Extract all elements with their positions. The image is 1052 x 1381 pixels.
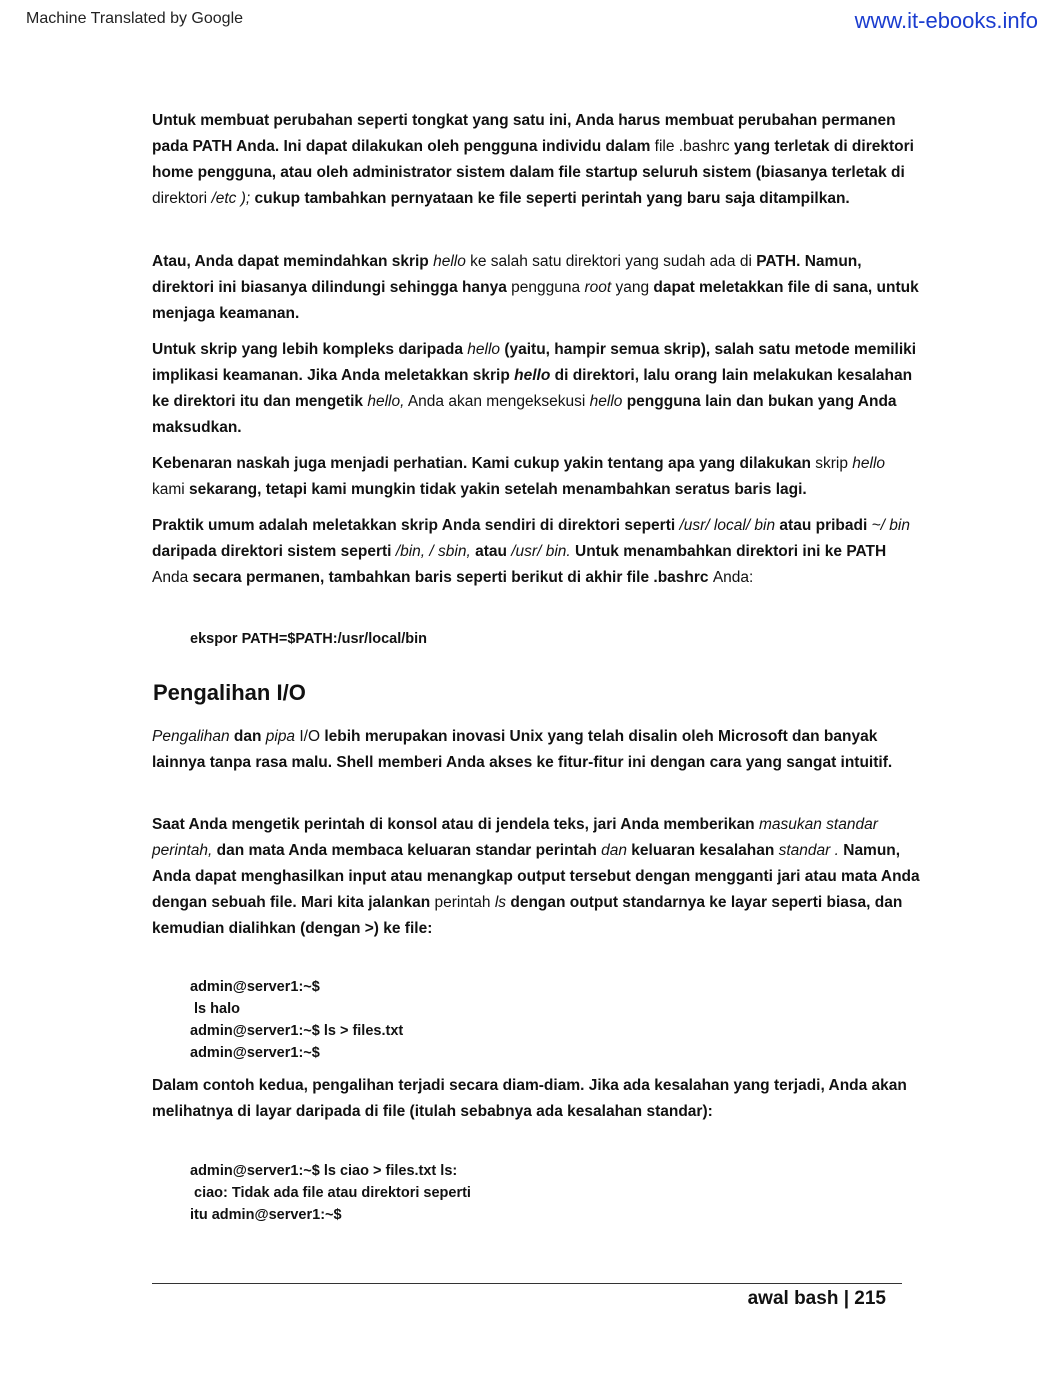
paragraph-move-script: Atau, Anda dapat memindahkan skrip hello ke salah satu direktori yang sudah ada di PATH. Namun, direktori ini biasanya dilindungi sehingga hanya pengguna root yang dapat meletakkan file di sana, untuk menjaga keamanan. — [152, 253, 919, 322]
page-footer: awal bash | 215 — [747, 1288, 886, 1309]
code-export-path: ekspor PATH=$PATH:/usr/local/bin — [190, 631, 428, 647]
paragraph-common-practice: Praktik umum adalah meletakkan skrip Anda sendiri di direktori seperti /usr/ local/ bin atau pribadi ~/ bin daripada direktori sistem seperti /bin, / sbin, atau /usr/ bin. Untuk menambahkan direktori ini ke PATH Anda secara permanen, tambahkan baris seperti berikut di akhir file .bashrc Anda: — [152, 517, 910, 586]
code-ls-redirect: admin@server1:~$ ls halo admin@server1:~$ ls > files.txt admin@server1:~$ — [190, 979, 404, 1061]
paragraph-standard-streams: Saat Anda mengetik perintah di konsol atau di jendela teks, jari Anda memberikan masukan standar perintah, dan mata Anda membaca keluaran standar perintah dan keluaran kesalahan standar . Namun, Anda dapat menghasilkan input atau menangkap output tersebut dengan mengganti jari atau mata Anda dengan sebuah file. Mari kita jalankan perintah ls dengan output standarnya ke layar seperti biasa, dan kemudian dialihkan (dengan >) ke file: — [152, 816, 920, 937]
footer-divider — [152, 1283, 902, 1284]
paragraph-security: Untuk skrip yang lebih kompleks daripada hello (yaitu, hampir semua skrip), salah satu metode memiliki implikasi keamanan. Jika Anda meletakkan skrip hello di direktori, lalu orang lain melakukan kesalahan ke direktori itu dan mengetik hello, Anda akan mengeksekusi hello pengguna lain dan bukan yang Anda maksudkan. — [152, 341, 917, 436]
header-machine-translated: Machine Translated by Google — [26, 10, 244, 27]
paragraph-redirection-intro: Pengalihan dan pipa I/O lebih merupakan inovasi Unix yang telah disalin oleh Microsoft dan banyak lainnya tanpa rasa malu. Shell memberi Anda akses ke fitur-fitur ini dengan cara yang sangat intuitif. — [152, 728, 893, 771]
section-heading: Pengalihan I/O — [153, 680, 306, 705]
paragraph-path-permanent: Untuk membuat perubahan seperti tongkat yang satu ini, Anda harus membuat perubahan permanen pada PATH Anda. Ini dapat dilakukan oleh pengguna individu dalam file .bashrc yang terletak di direktori home pengguna, atau oleh administrator sistem dalam file startup seluruh sistem (biasanya terletak di direktori /etc ); cukup tambahkan pernyataan ke file seperti perintah yang baru saja ditampilkan. — [152, 112, 914, 207]
header-site-link[interactable]: www.it-ebooks.info — [854, 8, 1038, 33]
code-ls-error: admin@server1:~$ ls ciao > files.txt ls: ciao: Tidak ada file atau direktori seperti itu admin@server1:~$ — [190, 1163, 471, 1223]
paragraph-correctness: Kebenaran naskah juga menjadi perhatian. Kami cukup yakin tentang apa yang dilakukan skrip hello kami sekarang, tetapi kami mungkin tidak yakin setelah menambahkan seratus baris lagi. — [152, 455, 886, 498]
paragraph-silent-redirect: Dalam contoh kedua, pengalihan terjadi secara diam-diam. Jika ada kesalahan yang terjadi, Anda akan melihatnya di layar daripada di file (itulah sebabnya ada kesalahan standar): — [152, 1077, 907, 1120]
